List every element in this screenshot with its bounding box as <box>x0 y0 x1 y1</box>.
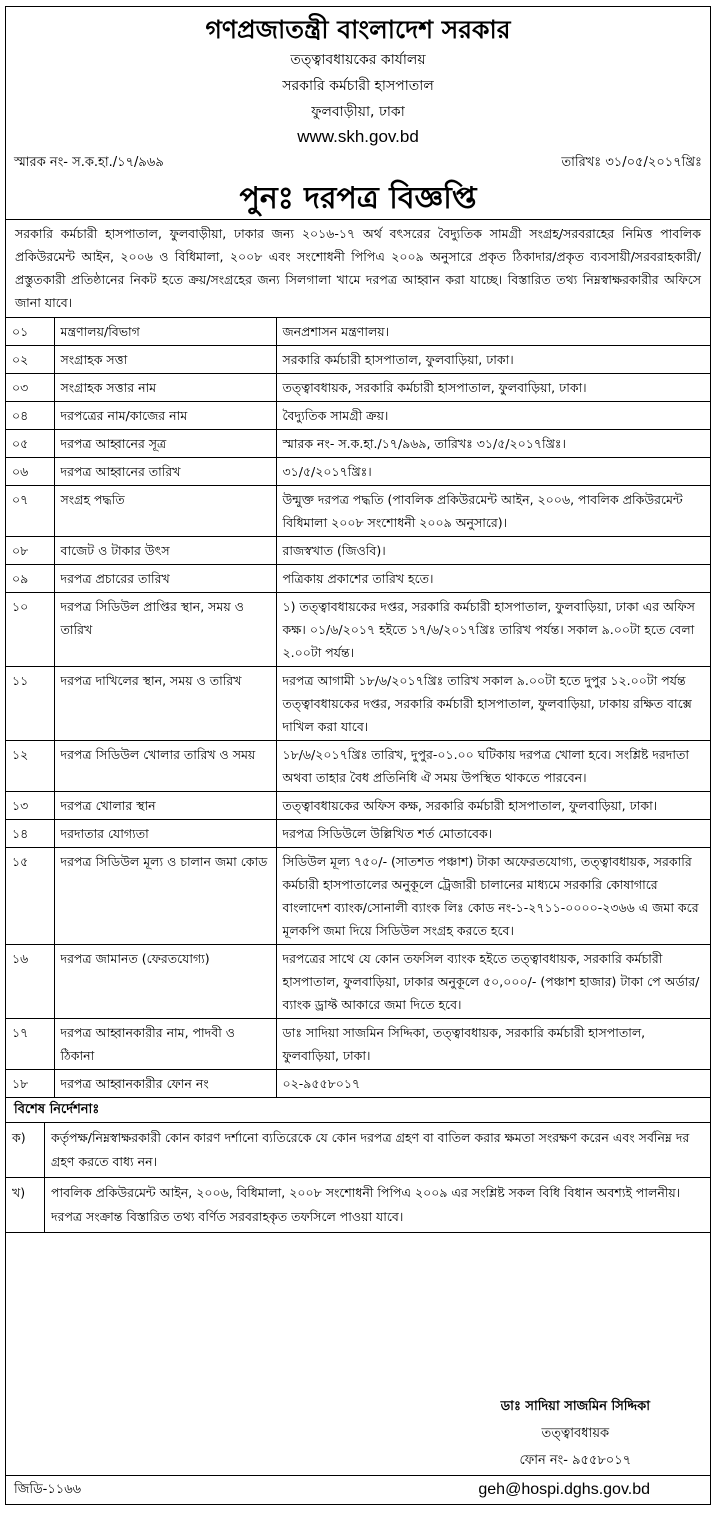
item-value: সিডিউল মূল্য ৭৫০/- (সাতশত পঞ্চাশ) টাকা অফেরতযোগ্য, তত্ত্বাবধায়ক, সরকারি কর্মচারী হাসপাতালের অনুকূলে ট্রেজারী চালানের মাধ্যমে সরকারি কোষাগারে বাংলাদেশ ব্যাংক/সোনালী ব্যাংক লিঃ কোড নং-১-২৭১১-০০০০-২৩৬৬ এ জমা করে মূলকপি জমা দিয়ে সিডিউল সংগ্রহ করতে হবে। <box>276 848 710 945</box>
item-label: দরপত্র দাখিলের স্থান, সময় ও তারিখ <box>54 667 276 741</box>
item-value: ১) তত্ত্বাবধায়কের দপ্তর, সরকারি কর্মচারী হাসপাতাল, ফুলবাড়িয়া, ঢাকা এর অফিস কক্ষ। ০১/৬/২০১৭ হইতে ১৭/৬/২০১৭খ্রিঃ তারিখ পর্যন্ত। সকাল ৯.০০টা হতে বেলা ২.০০টা পর্যন্ত। <box>276 593 710 667</box>
item-number: ১৪ <box>6 820 54 848</box>
item-label: দরদাতার যোগ্যতা <box>54 820 276 848</box>
tender-notice <box>5 6 711 1505</box>
signatory-designation: তত্ত্বাবধায়ক <box>541 1426 610 1441</box>
note-marker: খ) <box>6 1178 45 1233</box>
table-row <box>6 458 710 486</box>
item-number: ০৭ <box>6 486 54 537</box>
item-value: তত্ত্বাবধায়কের অফিস কক্ষ, সরকারি কর্মচারী হাসপাতাল, ফুলবাড়িয়া, ঢাকা। <box>276 792 710 820</box>
item-value: ডাঃ সাদিয়া সাজমিন সিদ্দিকা, তত্ত্বাবধায়ক, সরকারি কর্মচারী হাসপাতাল, ফুলবাড়িয়া, ঢাকা। <box>276 1019 710 1070</box>
table-row <box>6 848 710 945</box>
table-row <box>6 486 710 537</box>
item-number: ১৫ <box>6 848 54 945</box>
item-number: ০৪ <box>6 402 54 430</box>
note-row <box>6 1123 710 1178</box>
item-value: স্মারক নং- স.ক.হা./১৭/৯৬৯, তারিখঃ ৩১/৫/২০১৭খ্রিঃ। <box>276 430 710 458</box>
signatory-phone: ফোন নং- ৯৫৫৮০১৭ <box>519 1453 632 1468</box>
item-number: ০৬ <box>6 458 54 486</box>
item-label: দরপত্র সিডিউল মূল্য ও চালান জমা কোড <box>54 848 276 945</box>
note-text: পাবলিক প্রকিউরমেন্ট আইন, ২০০৬, বিধিমালা, ২০০৮ সংশোধনী পিপিএ ২০০৯ এর সংশ্লিষ্ট সকল বিধি বিধান অবশ্যই পালনীয়। দরপত্র সংক্রান্ত বিস্তারিত তথ্য বর্ণিত সরবরাহকৃত তফসিলে পাওয়া যাবে। <box>45 1178 711 1233</box>
item-label: সংগ্রাহক সত্তা <box>54 346 276 374</box>
item-value: সরকারি কর্মচারী হাসপাতাল, ফুলবাড়িয়া, ঢাকা। <box>276 346 710 374</box>
item-value: বৈদ্যুতিক সামগ্রী ক্রয়। <box>276 402 710 430</box>
item-value: ৩১/৫/২০১৭খ্রিঃ। <box>276 458 710 486</box>
item-label: দরপত্র জামানত (ফেরতযোগ্য) <box>54 945 276 1019</box>
table-row <box>6 1019 710 1070</box>
special-instructions-title: বিশেষ নির্দেশনাঃ <box>6 1098 710 1123</box>
item-label: সংগ্রহ পদ্ধতি <box>54 486 276 537</box>
item-number: ১৩ <box>6 792 54 820</box>
table-row <box>6 741 710 792</box>
table-row <box>6 820 710 848</box>
tender-details-table <box>6 317 710 1098</box>
item-label: দরপত্র আহ্বানের সূত্র <box>54 430 276 458</box>
item-number: ০৩ <box>6 374 54 402</box>
notice-date: তারিখঃ ৩১/০৫/২০১৭খ্রিঃ <box>561 155 702 170</box>
item-value: রাজস্বখাত (জিওবি)। <box>276 537 710 565</box>
item-label: সংগ্রাহক সত্তার নাম <box>54 374 276 402</box>
page-title: পুনঃ দরপত্র বিজ্ঞপ্তি <box>239 181 477 216</box>
note-row <box>6 1178 710 1233</box>
item-label: দরপত্র খোলার স্থান <box>54 792 276 820</box>
item-number: ০৫ <box>6 430 54 458</box>
table-row <box>6 667 710 741</box>
item-number: ১৭ <box>6 1019 54 1070</box>
item-number: ০৮ <box>6 537 54 565</box>
table-row <box>6 792 710 820</box>
item-label: দরপত্রের নাম/কাজের নাম <box>54 402 276 430</box>
item-value: জনপ্রশাসন মন্ত্রণালয়। <box>276 318 710 346</box>
table-row <box>6 1070 710 1098</box>
table-row <box>6 565 710 593</box>
header <box>6 7 710 149</box>
hospital-name: সরকারি কর্মচারী হাসপাতাল <box>282 78 434 94</box>
email-link[interactable]: geh@hospi.dghs.gov.bd <box>478 1481 650 1498</box>
item-label: মন্ত্রণালয়/বিভাগ <box>54 318 276 346</box>
note-marker: ক) <box>6 1123 45 1178</box>
item-number: ১১ <box>6 667 54 741</box>
item-value: পত্রিকায় প্রকাশের তারিখ হতে। <box>276 565 710 593</box>
item-number: ১৬ <box>6 945 54 1019</box>
table-row <box>6 374 710 402</box>
memo-number: স্মারক নং- স.ক.হা./১৭/৯৬৯ <box>14 155 164 170</box>
location: ফুলবাড়ীয়া, ঢাকা <box>311 104 405 120</box>
table-row <box>6 593 710 667</box>
table-row <box>6 318 710 346</box>
signatory-name: ডাঃ সাদিয়া সাজমিন সিদ্দিকা <box>500 1399 650 1414</box>
office-name: তত্ত্বাবধায়কের কার্যালয় <box>290 52 426 68</box>
item-number: ০২ <box>6 346 54 374</box>
signature-block <box>501 1393 650 1474</box>
item-label: দরপত্র সিডিউল খোলার তারিখ ও সময় <box>54 741 276 792</box>
item-value: দরপত্র আগামী ১৮/৬/২০১৭খ্রিঃ তারিখ সকাল ৯.০০টা হতে দুপুর ১২.০০টা পর্যন্ত তত্ত্বাবধায়কের দপ্তর, সরকারি কর্মচারী হাসপাতাল, ফুলবাড়িয়া, ঢাকায় রক্ষিত বাক্সে দাখিল করা যাবে। <box>276 667 710 741</box>
table-row <box>6 402 710 430</box>
item-number: ০১ <box>6 318 54 346</box>
item-label: দরপত্র আহ্বানকারীর নাম, পাদবী ও ঠিকানা <box>54 1019 276 1070</box>
item-value: ০২-৯৫৫৮০১৭ <box>276 1070 710 1098</box>
website-link[interactable]: www.skh.gov.bd <box>297 127 419 146</box>
item-label: দরপত্র আহ্বানের তারিখ <box>54 458 276 486</box>
item-label: দরপত্র আহ্বানকারীর ফোন নং <box>54 1070 276 1098</box>
item-label: দরপত্র প্রচারের তারিখ <box>54 565 276 593</box>
item-number: ১২ <box>6 741 54 792</box>
table-row <box>6 537 710 565</box>
note-text: কর্তৃপক্ষ/নিম্নস্বাক্ষরকারী কোন কারণ দর্শানো ব্যতিরেকে যে কোন দরপত্র গ্রহণ বা বাতিল করার ক্ষমতা সংরক্ষণ করেন এবং সর্বনিম্ন দর গ্রহণ করতে বাধ্য নন। <box>45 1123 711 1178</box>
item-value: দরপত্র সিডিউলে উল্লিখিত শর্ত মোতাবেক। <box>276 820 710 848</box>
government-title: গণপ্রজাতন্ত্রী বাংলাদেশ সরকার <box>205 15 511 44</box>
table-row <box>6 430 710 458</box>
item-value: উন্মুক্ত দরপত্র পদ্ধতি (পাবলিক প্রকিউরমেন্ট আইন, ২০০৬, পাবলিক প্রকিউরমেন্ট বিধিমালা ২০০৮ সংশোধনী ২০০৯ অনুসারে)। <box>276 486 710 537</box>
gd-code: জিডি-১১৬৬ <box>14 1481 82 1497</box>
item-number: ১০ <box>6 593 54 667</box>
table-row <box>6 945 710 1019</box>
reference-row <box>6 149 710 175</box>
item-value: ১৮/৬/২০১৭খ্রিঃ তারিখ, দুপুর-০১.০০ ঘটিকায় দরপত্র খোলা হবে। সংশ্লিষ্ট দরদাতা অথবা তাহার বৈধ প্রতিনিধি ঐ সময় উপস্থিত থাকতে পারবেন। <box>276 741 710 792</box>
item-label: দরপত্র সিডিউল প্রাপ্তির স্থান, সময় ও তারিখ <box>54 593 276 667</box>
special-instructions <box>6 1123 710 1233</box>
table-row <box>6 346 710 374</box>
item-number: ১৮ <box>6 1070 54 1098</box>
footer <box>6 1475 710 1504</box>
item-number: ০৯ <box>6 565 54 593</box>
item-value: দরপত্রের সাথে যে কোন তফসিল ব্যাংক হইতে তত্ত্বাবধায়ক, সরকারি কর্মচারী হাসপাতাল, ফুলবাড়িয়া, ঢাকার অনুকূলে ৫০,০০০/- (পঞ্চাশ হাজার) টাকা পে অর্ডার/ব্যাংক ড্রাফ্ট আকারে জমা দিতে হবে। <box>276 945 710 1019</box>
intro-paragraph: সরকারি কর্মচারী হাসপাতাল, ফুলবাড়ীয়া, ঢাকার জন্য ২০১৬-১৭ অর্থ বৎসরের বৈদ্যুতিক সামগ্রী সংগ্রহ/সরবরাহের নিমিত্ত পাবলিক প্রকিউরমেন্ট আইন, ২০০৬ ও বিধিমালা, ২০০৮ এবং সংশোধনী পিপিএ ২০০৯ অনুসারে প্রকৃত ঠিকাদার/প্রকৃত ব্যবসায়ী/সরবরাহকারী/প্রস্তুতকারী প্রতিষ্ঠানের নিকট হতে ক্রয়/সংগ্রহের জন্য সিলগালা খামে দরপত্র আহ্বান করা যাচ্ছে। বিস্তারিত তথ্য নিম্নস্বাক্ষরকারীর অফিসে জানা যাবে। <box>6 219 710 317</box>
item-label: বাজেট ও টাকার উৎস <box>54 537 276 565</box>
item-value: তত্ত্বাবধায়ক, সরকারি কর্মচারী হাসপাতাল, ফুলবাড়িয়া, ঢাকা। <box>276 374 710 402</box>
